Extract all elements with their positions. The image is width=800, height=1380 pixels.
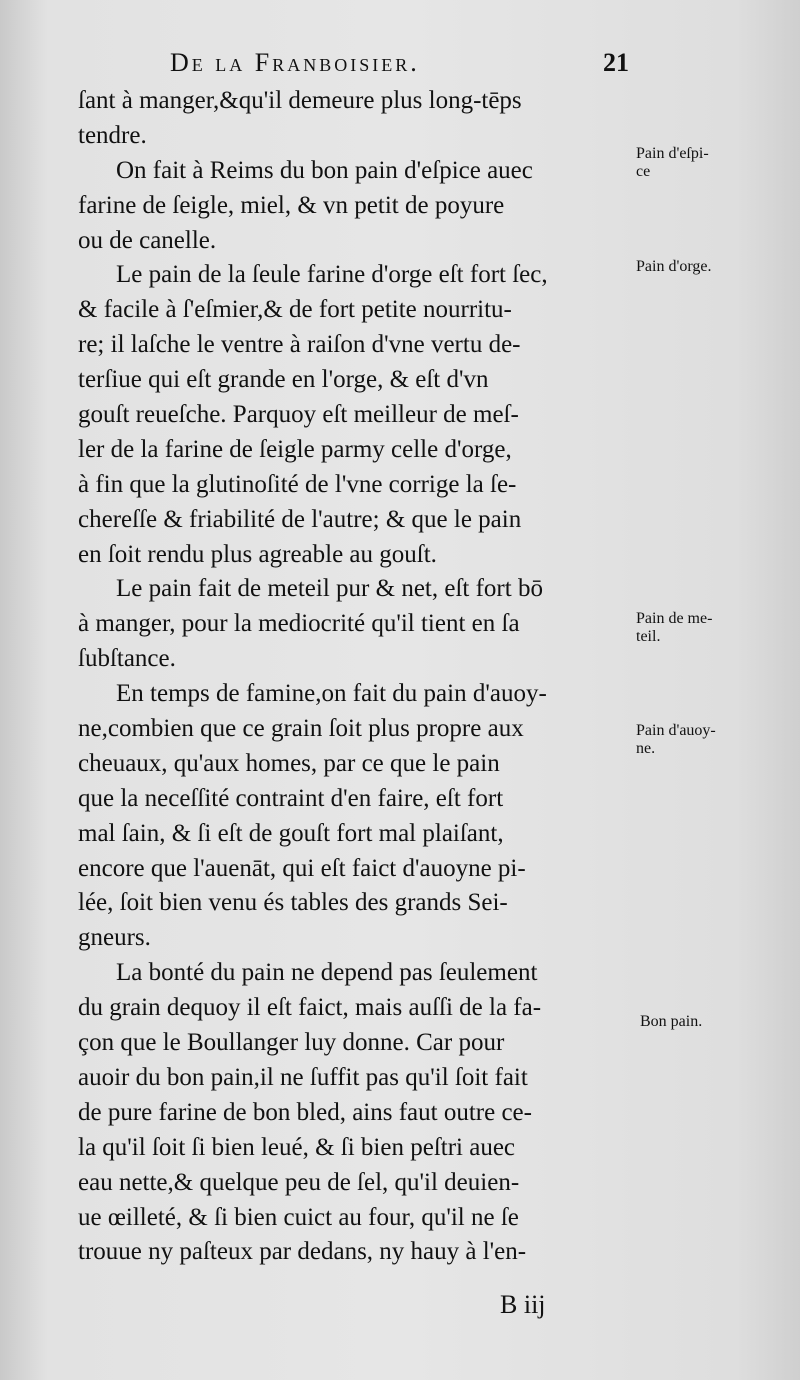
text-line: & facile à ſ'eſmier,& de fort petite nourritu- xyxy=(78,296,512,324)
margin-note-line: teil. xyxy=(636,628,661,645)
text-line: trouue ny paſteux par dedans, ny hauy à l'en- xyxy=(78,1238,527,1266)
text-line: que la neceſſité contraint d'en faire, eſt fort xyxy=(78,784,504,812)
text-line: On fait à Reims du bon pain d'eſpice auec xyxy=(116,156,533,184)
text-line: ſubſtance. xyxy=(78,645,176,673)
main-text xyxy=(78,84,638,1270)
text-line: chereſſe & friabilité de l'autre; & que le pain xyxy=(78,505,522,533)
text-line: Le pain fait de meteil pur & net, eſt fort bō xyxy=(116,575,543,603)
text-line: à fin que la glutinoſité de l'vne corrige la ſe- xyxy=(78,470,517,498)
text-line: ou de canelle. xyxy=(78,226,217,254)
margin-note-bon-pain xyxy=(640,1013,780,1031)
text-line: encore que l'auenāt, qui eſt faict d'auoyne pi- xyxy=(78,854,526,882)
text-line: eau nette,& quelque peu de ſel, qu'il deuien- xyxy=(78,1168,520,1196)
margin-note-pain-despice xyxy=(636,145,776,181)
running-head xyxy=(0,40,800,80)
text-line: du grain dequoy il eſt faict, mais auſſi de la fa- xyxy=(78,994,542,1022)
text-line: terſiue qui eſt grande en l'orge, & eſt d'vn xyxy=(78,366,489,394)
margin-note-line: Pain de me- xyxy=(636,610,713,627)
text-line: ue œilleté, & ſi bien cuict au four, qu'il ne ſe xyxy=(78,1203,519,1231)
text-line: gouſt reueſche. Parquoy eſt meilleur de meſ- xyxy=(78,401,519,429)
text-line: cheuaux, qu'aux homes, par ce que le pain xyxy=(78,749,500,777)
margin-note-line: Pain d'eſpi- xyxy=(636,145,709,162)
text-line: ſant à manger,&qu'il demeure plus long-tēps xyxy=(78,87,522,114)
margin-note-line: ce xyxy=(636,163,651,180)
text-line: çon que le Boullanger luy donne. Car pour xyxy=(78,1029,505,1057)
page-number: 21 xyxy=(603,48,629,77)
text-line: tendre. xyxy=(78,121,147,149)
margin-note-line: ne. xyxy=(636,740,656,757)
text-line: farine de ſeigle, miel, & vn petit de poyure xyxy=(78,191,505,219)
text-line: re; il laſche le ventre à raiſon d'vne vertu de- xyxy=(78,331,521,359)
text-line: ler de la farine de ſeigle parmy celle d'orge, xyxy=(78,435,512,463)
running-title: De la Franboisier. xyxy=(170,48,420,77)
text-line: la qu'il ſoit ſi bien leué, & ſi bien peſtri auec xyxy=(78,1133,516,1161)
text-line: à manger, pour la mediocrité qu'il tient en ſa xyxy=(78,610,520,638)
text-line: en ſoit rendu plus agreable au gouſt. xyxy=(78,540,437,568)
text-line: lée, ſoit bien venu és tables des grands Sei- xyxy=(78,889,508,917)
text-line: En temps de famine,on fait du pain d'auoy- xyxy=(116,680,547,708)
text-line: mal ſain, & ſi eſt de gouſt fort mal plaiſant, xyxy=(78,819,504,847)
margin-note-pain-dauoyne xyxy=(636,722,776,758)
margin-note-pain-de-meteil xyxy=(636,610,776,646)
margin-note-line: Bon pain. xyxy=(640,1013,703,1030)
signature-mark: B iij xyxy=(500,1290,546,1319)
text-line: Le pain de la ſeule farine d'orge eſt fort ſec, xyxy=(116,261,548,289)
margin-note-line: Pain d'orge. xyxy=(636,258,712,275)
text-line: La bonté du pain ne depend pas ſeulement xyxy=(116,959,538,987)
text-line: auoir du bon pain,il ne ſuffit pas qu'il ſoit fait xyxy=(78,1063,528,1091)
text-line: gneurs. xyxy=(78,924,151,952)
text-line: ne,combien que ce grain ſoit plus propre aux xyxy=(78,715,524,743)
margin-note-line: Pain d'auoy- xyxy=(636,722,716,739)
margin-note-pain-dorge xyxy=(636,258,776,276)
text-line: de pure farine de bon bled, ains faut outre ce- xyxy=(78,1098,532,1126)
